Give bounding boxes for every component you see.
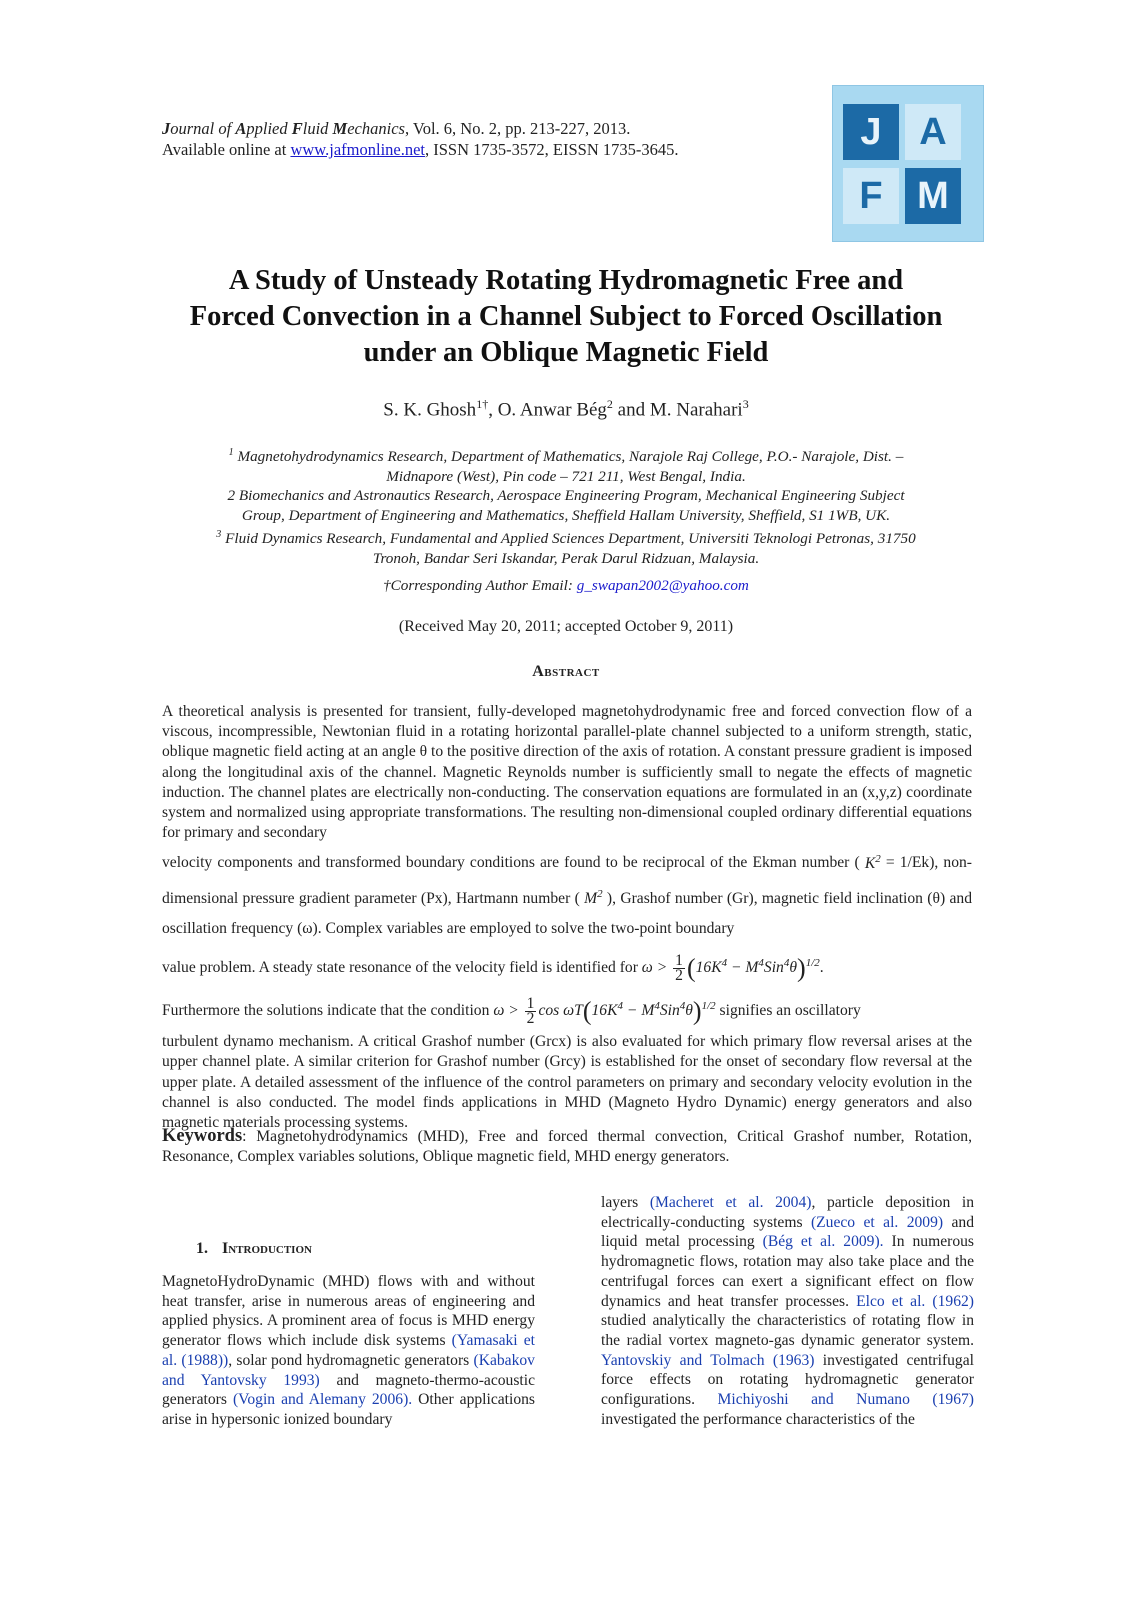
journal-site-link[interactable]: www.jafmonline.net xyxy=(290,140,426,159)
received-dates: (Received May 20, 2011; accepted October 9, 2011) xyxy=(398,618,734,635)
affiliations: $^1$ Magnetohydrodynamics Research, Department of Mathematics, Narajole Raj College, P.O.- Narajole, Dist. – Midnapore (West), Pin code – 721 211, West Bengal, India. 2 Biomechanics and Astronautics Research, Aerospace Engineering Program, Mechanical Engineering Subject Group, Department of Engineering and Mathematics, Sheffield Hallam University, Sheffield, S1 1WB, UK. $^3$ Fluid Dynamics Research, Fundamental and Applied Sciences Department, Universiti Teknologi Petronas, 31750 Tronoh, Bandar Seri Iskandar, Perak Darul Ridzuan, Malaysia. xyxy=(216,447,916,567)
citation-link[interactable]: (Vogin and Alemany 2006). xyxy=(232,1391,413,1409)
abstract-body: A theoretical analysis is presented for transient, fully-developed magnetohydrodynamic free and forced convection flow of a viscous, incompressible, Newtonian fluid in a rotating horizontal parallel-plate channel subjected to a uniform strength, static, oblique magnetic field acting at an angle θ to the positive direction of the axis of rotation. A constant pressure gradient is imposed along the longitudinal axis of the channel. Magnetic Reynolds number is sufficiently small to negate the effects of magnetic induction. The channel plates are electrically non-conducting. The conservation equations are formulated in an (x,y,z) coordinate system and normalized using appropriate transformations. The resulting non-dimensional coupled ordinary differential equations for primary and secondary velocity components and transformed boundary conditions are found to be reciprocal of the Ekman number ( $K^2 = 1/Ek$), non-dimensional pressure gradient parameter (Px), Hartmann number ( $M^2$ ), Grashof number (Gr), magnetic field inclination (θ) and oscillation frequency (ω). Complex variables are employed to solve the two-point boundary value problem. A steady state resonance of the velocity field is identified for ω > $\frac{1}{2}$ $(16K^4 - M^4Sin^4\theta)^{1/2}$. Furthermore the solutions indicate that the condition ω > $\frac{1}{2}$ $\cos \omega T(16K^4 - M^4Sin^4\theta)^{1/2}$ signifies an oscillatory turbulent dynamo mechanism. A critical Grashof number (Grcx) is also evaluated for which primary flow reversal arises at the upper channel plate. A similar criterion for Grashof number (Grcy) is established for the onset of secondary flow reversal at the upper plate. A detailed assessment of the influence of the control parameters on primary and secondary velocity evolution in the channel is also conducted. The model finds applications in MHD (Magneto Hydro Dynamic) energy generators and also magnetic materials processing systems. xyxy=(162,703,972,1131)
journal-citation-line: Journal of Applied Fluid Mechanics, Vol. 6, No. 2, pp. 213-227, 2013. xyxy=(162,119,631,138)
section-heading-introduction: 1. Introduction xyxy=(196,1240,312,1257)
citation-link[interactable]: (Bég et al. 2009). xyxy=(762,1233,884,1251)
intro-right-column: layers (Macheret et al. 2004), particle deposition in electrically-conducting systems (Zueco et al. 2009) and liquid metal processing (Bég et al. 2009). In numerous hydromagnetic flows, rotation may also take place and the centrifugal forces can exert a significant effect on flow dynamics and heat transfer processes. Elco et al. (1962) studied analytically the characteristics of rotating flow in the radial vortex magneto-gas dynamic generator system. Yantovskiy and Tolmach (1963) investigated centrifugal force effects on rotating hydromagnetic generator configurations. Michiyoshi and Numano (1967) investigated the performance characteristics of the xyxy=(601,1194,975,1428)
jafm-logo xyxy=(832,85,984,242)
citation-link[interactable]: (Kabakov and Yantovsky 1993) xyxy=(162,1351,535,1389)
citation-link[interactable]: Elco et al. (1962) xyxy=(856,1292,974,1310)
intro-left-column: MagnetoHydroDynamic (MHD) flows with and without heat transfer, arise in numerous areas of engineering and applied physics. A prominent area of focus is MHD energy generator flows which include disk systems (Yamasaki et al. (1988)), solar pond hydromagnetic generators (Kabakov and Yantovsky 1993) and magneto-thermo-acoustic generators (Vogin and Alemany 2006). Other applications arise in hypersonic ionized boundary xyxy=(162,1273,536,1428)
corresponding-email: †Corresponding Author Email: g_swapan2002@yahoo.com xyxy=(383,577,749,594)
abstract-heading: Abstract xyxy=(532,663,600,680)
keywords: Keywords: Magnetohydrodynamics (MHD), Free and forced thermal convection, Critical Grashof number, Rotation, Resonance, Complex variables solutions, Oblique magnetic field, MHD energy generators. xyxy=(162,1126,972,1165)
email-link[interactable]: g_swapan2002@yahoo.com xyxy=(576,577,749,594)
logo-letter-j: J xyxy=(843,104,899,160)
citation-link[interactable]: Yantovskiy and Tolmach (1963) xyxy=(601,1351,815,1369)
paper-title: A Study of Unsteady Rotating Hydromagnetic Free and Forced Convection in a Channel Subject to Forced Oscillation under an Oblique Magnetic Field xyxy=(189,265,943,368)
citation-link[interactable]: (Yamasaki et al. (1988)) xyxy=(162,1332,535,1369)
logo-letter-m: M xyxy=(905,168,961,224)
availability-line: Available online at www.jafmonline.net, ISSN 1735-3572, EISSN 1735-3645. xyxy=(162,140,679,159)
citation-link[interactable]: Michiyoshi and Numano (1967) xyxy=(717,1391,975,1409)
oscillatory-condition-equation: ω > $\frac{1}{2}$ $\cos \omega T(16K^4 - M^4Sin^4\theta)^{1/2}$ xyxy=(493,995,716,1028)
logo-letter-f: F xyxy=(843,168,899,224)
citation-link[interactable]: (Macheret et al. 2004) xyxy=(649,1194,812,1211)
journal-header xyxy=(162,118,679,160)
resonance-equation: ω > $\frac{1}{2}$ $(16K^4 - M^4Sin^4\theta)^{1/2}$ xyxy=(641,951,820,984)
author-list: S. K. Ghosh$^{1\dagger}$, O. Anwar Bég$^2$ and M. Narahari$^3$ xyxy=(383,397,749,421)
logo-letter-a: A xyxy=(905,104,961,160)
citation-link[interactable]: (Zueco et al. 2009) xyxy=(810,1213,944,1231)
